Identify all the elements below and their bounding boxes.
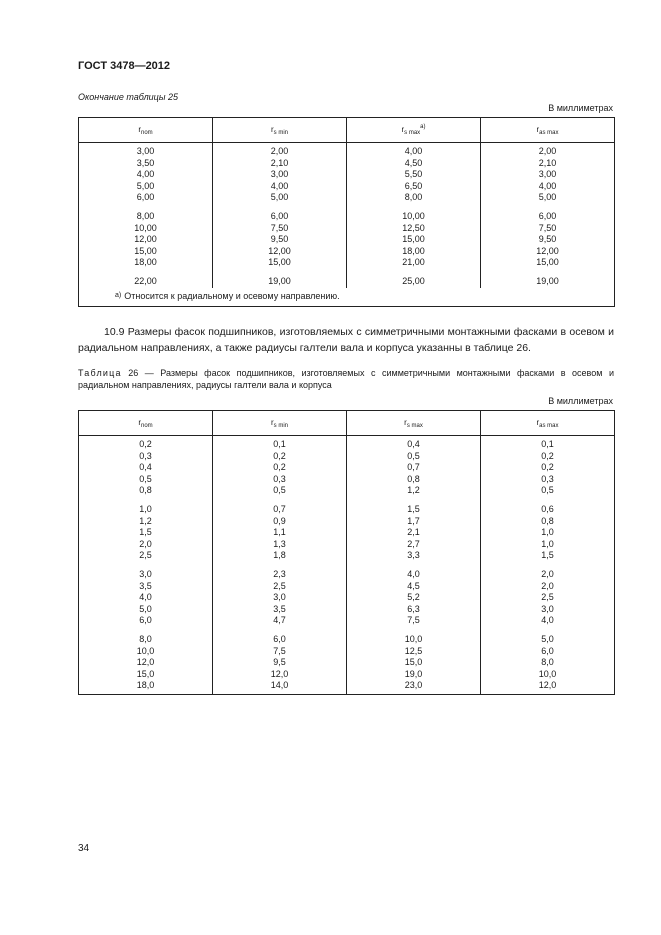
table-cell: 1,2: [79, 516, 213, 528]
column-header-symbol: r: [536, 418, 540, 427]
table-row: [79, 181, 615, 193]
table-cell: 6,00: [213, 204, 347, 223]
table-cell: 0,2: [213, 451, 347, 463]
column-header-subscript: nom: [141, 423, 153, 429]
table-cell: 22,00: [79, 269, 213, 288]
table-row: [79, 527, 615, 539]
table-cell: 10,0: [347, 627, 481, 646]
table-cell: 0,8: [347, 474, 481, 486]
table-cell: 0,5: [347, 451, 481, 463]
table-cell: 6,50: [347, 181, 481, 193]
table-cell: 12,0: [213, 669, 347, 681]
table-cell: 0,6: [481, 497, 615, 516]
table-cell: 2,0: [79, 539, 213, 551]
table-row: [79, 562, 615, 581]
table-cell: 0,2: [481, 451, 615, 463]
table-cell: 25,00: [347, 269, 481, 288]
table-cell: 12,50: [347, 223, 481, 235]
table-cell: 3,50: [79, 158, 213, 170]
paragraph-10-9: [78, 324, 614, 356]
table-cell: 3,00: [213, 169, 347, 181]
table-cell: 4,00: [79, 169, 213, 181]
table26-caption: [78, 367, 614, 391]
table-cell: 5,0: [481, 627, 615, 646]
table-25-end: [78, 117, 615, 307]
column-header: [481, 411, 615, 436]
table-cell: 0,9: [213, 516, 347, 528]
column-header-subscript: s max: [406, 423, 423, 429]
table-row: [79, 234, 615, 246]
table-cell: 1,7: [347, 516, 481, 528]
table-cell: 15,0: [347, 657, 481, 669]
table-cell: 12,00: [213, 246, 347, 258]
table-row: [79, 192, 615, 204]
table-cell: 1,3: [213, 539, 347, 551]
table-cell: 19,0: [347, 669, 481, 681]
table-cell: 3,00: [481, 169, 615, 181]
table-cell: 0,4: [79, 462, 213, 474]
table-cell: 2,5: [213, 581, 347, 593]
column-header-subscript: s min: [273, 130, 288, 136]
table-cell: 15,00: [213, 257, 347, 269]
table26-caption-label: Таблица: [78, 368, 122, 378]
table-row: [79, 646, 615, 658]
column-header: [347, 411, 481, 436]
table25-footnote: [79, 288, 615, 307]
table-cell: 4,00: [347, 143, 481, 158]
table-cell: 8,00: [347, 192, 481, 204]
table-cell: 5,00: [79, 181, 213, 193]
table-cell: 21,00: [347, 257, 481, 269]
table-cell: 2,00: [213, 143, 347, 158]
table-cell: 14,0: [213, 680, 347, 694]
column-header: [79, 118, 213, 143]
table-26: [78, 410, 615, 695]
table-cell: 1,1: [213, 527, 347, 539]
table-row: [79, 604, 615, 616]
table-cell: 1,5: [347, 497, 481, 516]
table-cell: 1,0: [79, 497, 213, 516]
table-cell: 7,5: [347, 615, 481, 627]
table-cell: 0,5: [79, 474, 213, 486]
table-row: [79, 436, 615, 451]
table-cell: 7,50: [213, 223, 347, 235]
column-header-symbol: r: [404, 418, 407, 427]
table-cell: 12,0: [481, 680, 615, 694]
table-row: [79, 680, 615, 694]
table-cell: 0,2: [79, 436, 213, 451]
table-cell: 4,5: [347, 581, 481, 593]
table-row: [79, 462, 615, 474]
table-cell: 12,0: [79, 657, 213, 669]
table-cell: 2,5: [79, 550, 213, 562]
table-cell: 7,50: [481, 223, 615, 235]
table-row: [79, 669, 615, 681]
table-cell: 0,3: [79, 451, 213, 463]
table-cell: 10,00: [347, 204, 481, 223]
table-cell: 12,00: [481, 246, 615, 258]
document-standard-title: ГОСТ 3478—2012: [78, 60, 171, 72]
table-cell: 0,2: [481, 462, 615, 474]
table-cell: 5,2: [347, 592, 481, 604]
table-cell: 18,00: [79, 257, 213, 269]
table-cell: 2,3: [213, 562, 347, 581]
column-header-superscript: a): [420, 124, 426, 130]
table-cell: 0,8: [79, 485, 213, 497]
table-cell: 0,1: [481, 436, 615, 451]
table-cell: 6,00: [79, 192, 213, 204]
column-header-symbol: r: [138, 418, 141, 427]
table26-caption-text: 26 — Размеры фасок подшипников, изготовляемых с симметричными монтажными фасками в осевом и радиальном направлениях, радиусы галтели вала и корпуса: [78, 368, 614, 390]
table-cell: 1,0: [481, 527, 615, 539]
table25-continuation-caption: Окончание таблицы 25: [78, 92, 178, 102]
table-row: [79, 223, 615, 235]
table-cell: 0,2: [213, 462, 347, 474]
table-cell: 3,0: [213, 592, 347, 604]
table-cell: 1,5: [481, 550, 615, 562]
table-cell: 7,5: [213, 646, 347, 658]
table-cell: 9,50: [213, 234, 347, 246]
table-cell: 5,50: [347, 169, 481, 181]
table-row: [79, 451, 615, 463]
table-cell: 4,00: [481, 181, 615, 193]
column-header-symbol: r: [401, 125, 405, 134]
table-row: [79, 246, 615, 258]
table-cell: 5,00: [481, 192, 615, 204]
table-cell: 0,7: [213, 497, 347, 516]
column-header-subscript: s max: [404, 130, 421, 136]
column-header-subscript: s min: [273, 423, 288, 429]
paragraph-number: 10.9: [104, 326, 125, 338]
table-cell: 10,0: [79, 646, 213, 658]
table-cell: 8,0: [481, 657, 615, 669]
table-cell: 4,50: [347, 158, 481, 170]
table-cell: 6,0: [481, 646, 615, 658]
table-cell: 2,0: [481, 562, 615, 581]
paragraph-text: Размеры фасок подшипников, изготовляемых с симметричными монтажными фасками в осевом и радиальном направлениях, а также радиусы галтели вала и корпуса указанны в таблице 26.: [78, 326, 614, 354]
column-header-symbol: r: [270, 418, 274, 427]
table-cell: 3,5: [79, 581, 213, 593]
column-header-symbol: r: [138, 125, 141, 134]
table-cell: 2,5: [481, 592, 615, 604]
table-cell: 15,00: [79, 246, 213, 258]
table-row: [79, 615, 615, 627]
table-row: [79, 269, 615, 288]
table-cell: 8,0: [79, 627, 213, 646]
table-cell: 18,0: [79, 680, 213, 694]
column-header: [481, 118, 615, 143]
table-row: [79, 143, 615, 158]
footnote-text: Относится к радиальному и осевому направлению.: [124, 290, 340, 301]
column-header: [79, 411, 213, 436]
table-cell: 3,5: [213, 604, 347, 616]
table-cell: 15,00: [347, 234, 481, 246]
table-cell: 15,00: [481, 257, 615, 269]
table-row: [79, 539, 615, 551]
table-cell: 12,00: [79, 234, 213, 246]
table26-units: В миллиметрах: [548, 396, 613, 406]
table-cell: 10,00: [79, 223, 213, 235]
table-cell: 0,8: [481, 516, 615, 528]
table-cell: 6,3: [347, 604, 481, 616]
column-header: [213, 411, 347, 436]
table-cell: 10,0: [481, 669, 615, 681]
table-cell: 9,50: [481, 234, 615, 246]
column-header-symbol: r: [536, 125, 540, 134]
table-cell: 5,00: [213, 192, 347, 204]
table-cell: 18,00: [347, 246, 481, 258]
table-cell: 9,5: [213, 657, 347, 669]
table-row: [79, 158, 615, 170]
table-cell: 1,8: [213, 550, 347, 562]
table-cell: 6,0: [213, 627, 347, 646]
table-cell: 2,7: [347, 539, 481, 551]
table-cell: 2,00: [481, 143, 615, 158]
table-cell: 1,0: [481, 539, 615, 551]
table-cell: 0,3: [213, 474, 347, 486]
table-cell: 3,00: [79, 143, 213, 158]
table-row: [79, 474, 615, 486]
table-cell: 6,0: [79, 615, 213, 627]
table-cell: 2,1: [347, 527, 481, 539]
column-header-subscript: as max: [539, 130, 559, 136]
column-header-subscript: as max: [539, 423, 559, 429]
table-cell: 2,0: [481, 581, 615, 593]
table-cell: 2,10: [481, 158, 615, 170]
table-cell: 4,0: [347, 562, 481, 581]
table-cell: 1,2: [347, 485, 481, 497]
table-cell: 0,3: [481, 474, 615, 486]
table-row: [79, 485, 615, 497]
table-cell: 0,1: [213, 436, 347, 451]
table-cell: 5,0: [79, 604, 213, 616]
table-cell: 19,00: [213, 269, 347, 288]
table-row: [79, 592, 615, 604]
table25-units: В миллиметрах: [548, 103, 613, 113]
footnote-mark: a): [115, 291, 122, 299]
table-cell: 4,7: [213, 615, 347, 627]
table-cell: 3,0: [79, 562, 213, 581]
table-cell: 8,00: [79, 204, 213, 223]
table-cell: 0,7: [347, 462, 481, 474]
table-cell: 6,00: [481, 204, 615, 223]
table-cell: 19,00: [481, 269, 615, 288]
table-row: [79, 497, 615, 516]
table-cell: 15,0: [79, 669, 213, 681]
table-cell: 4,0: [79, 592, 213, 604]
table-row: [79, 657, 615, 669]
table-cell: 0,5: [481, 485, 615, 497]
table-cell: 0,5: [213, 485, 347, 497]
column-header-subscript: nom: [141, 130, 153, 136]
column-header: [347, 118, 481, 143]
table-row: [79, 581, 615, 593]
table-cell: 3,3: [347, 550, 481, 562]
table-cell: 12,5: [347, 646, 481, 658]
page-number: 34: [78, 843, 90, 854]
table-cell: 1,5: [79, 527, 213, 539]
table-cell: 2,10: [213, 158, 347, 170]
table-row: [79, 204, 615, 223]
column-header: [213, 118, 347, 143]
table-cell: 0,4: [347, 436, 481, 451]
table-cell: 3,0: [481, 604, 615, 616]
table-row: [79, 257, 615, 269]
table-cell: 4,00: [213, 181, 347, 193]
table-row: [79, 169, 615, 181]
table-row: [79, 550, 615, 562]
column-header-symbol: r: [270, 125, 274, 134]
table-cell: 4,0: [481, 615, 615, 627]
table-row: [79, 627, 615, 646]
table-row: [79, 516, 615, 528]
table-cell: 23,0: [347, 680, 481, 694]
